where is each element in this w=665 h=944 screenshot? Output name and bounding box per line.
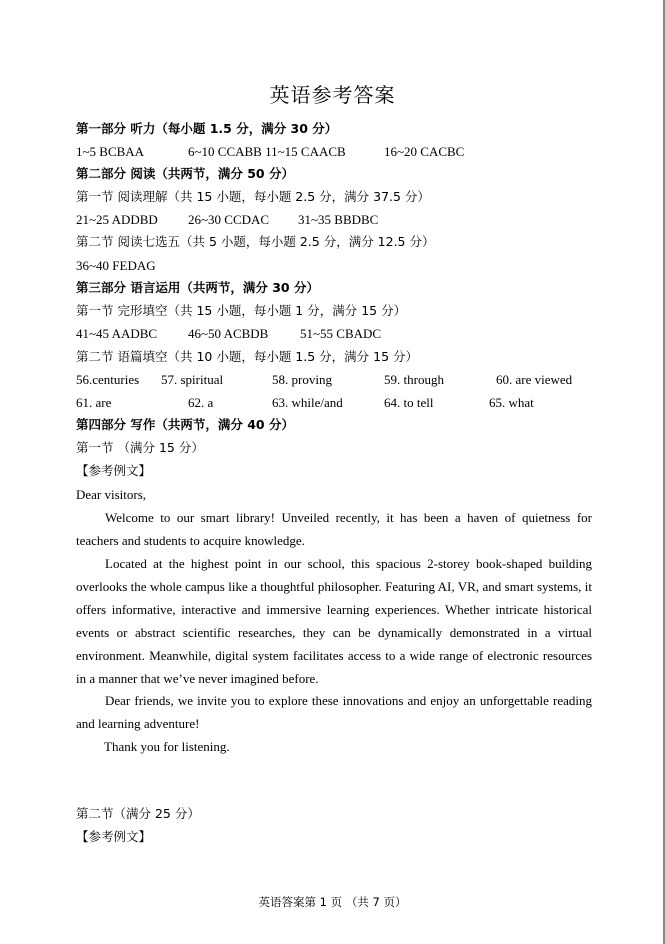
answer-item: 56.centuries bbox=[76, 372, 140, 387]
letter-paragraph: Located at the highest point in our school, this spacious 2-storey book-shaped building overlooks the whole campus like a thoughtful philosopher. Featuring AI, VR, and smart systems, it offers informative, interactive and immersive learning experiences. Whether intricate historical events or abstract scientific researches, they can be dynamically demonstrated in a virtual environment. Meanwhile, digital system facilitates access to a wide range of electronic resources in a manner that we’ve never imagined before. bbox=[76, 556, 592, 686]
answer-group: 41~45 AADBC bbox=[76, 326, 158, 341]
letter-greeting: Dear visitors, bbox=[76, 487, 147, 502]
answer-group: 36~40 FEDAG bbox=[76, 258, 156, 273]
part2-section1-heading: 第一节 阅读理解（共 15 小题，每小题 2.5 分，满分 37.5 分） bbox=[76, 189, 430, 204]
letter-paragraph: Dear friends, we invite you to explore these innovations and enjoy an unforgettable reading and learning adventure! bbox=[76, 693, 592, 731]
answer-group: 46~50 ACBDB bbox=[188, 326, 269, 341]
part1-heading: 第一部分 听力（每小题 1.5 分，满分 30 分） bbox=[76, 121, 338, 136]
answer-group: 6~10 CCABB 11~15 CAACB bbox=[188, 144, 346, 159]
answer-item: 60. are viewed bbox=[496, 372, 573, 387]
part3-section2-heading: 第二节 语篇填空（共 10 小题，每小题 1.5 分，满分 15 分） bbox=[76, 349, 419, 364]
sample-label: 【参考例文】 bbox=[76, 463, 152, 478]
part2-heading: 第二部分 阅读（共两节，满分 50 分） bbox=[76, 166, 294, 181]
answer-item: 62. a bbox=[188, 395, 214, 410]
answer-group: 1~5 BCBAA bbox=[76, 144, 145, 159]
answer-group: 21~25 ADDBD bbox=[76, 212, 158, 227]
answer-item: 63. while/and bbox=[272, 395, 343, 410]
answer-item: 61. are bbox=[76, 395, 112, 410]
part3-section1-heading: 第一节 完形填空（共 15 小题，每小题 1 分，满分 15 分） bbox=[76, 303, 407, 318]
sample-label: 【参考例文】 bbox=[76, 829, 152, 844]
answer-group: 16~20 CACBC bbox=[384, 144, 465, 159]
answer-item: 65. what bbox=[489, 395, 534, 410]
answer-group: 26~30 CCDAC bbox=[188, 212, 270, 227]
page-footer: 英语答案第 1 页 （共 7 页） bbox=[258, 895, 407, 909]
part4-section1-heading: 第一节 （满分 15 分） bbox=[76, 440, 204, 455]
answer-item: 57. spiritual bbox=[161, 372, 224, 387]
answer-group: 51~55 CBADC bbox=[300, 326, 382, 341]
answer-item: 64. to tell bbox=[384, 395, 434, 410]
letter-paragraph: Welcome to our smart library! Unveiled recently, it has been a haven of quietness for teachers and students to acquire knowledge. bbox=[76, 510, 592, 548]
answer-item: 58. proving bbox=[272, 372, 332, 387]
page-title: 英语参考答案 bbox=[269, 83, 396, 107]
answer-group: 31~35 BBDBC bbox=[298, 212, 379, 227]
part2-section2-heading: 第二节 阅读七选五（共 5 小题，每小题 2.5 分，满分 12.5 分） bbox=[76, 234, 435, 249]
part4-heading: 第四部分 写作（共两节，满分 40 分） bbox=[76, 417, 294, 432]
part4-section2-heading: 第二节（满分 25 分） bbox=[76, 806, 200, 821]
letter-closing: Thank you for listening. bbox=[104, 739, 230, 754]
part3-heading: 第三部分 语言运用（共两节，满分 30 分） bbox=[76, 280, 319, 295]
answer-item: 59. through bbox=[384, 372, 444, 387]
